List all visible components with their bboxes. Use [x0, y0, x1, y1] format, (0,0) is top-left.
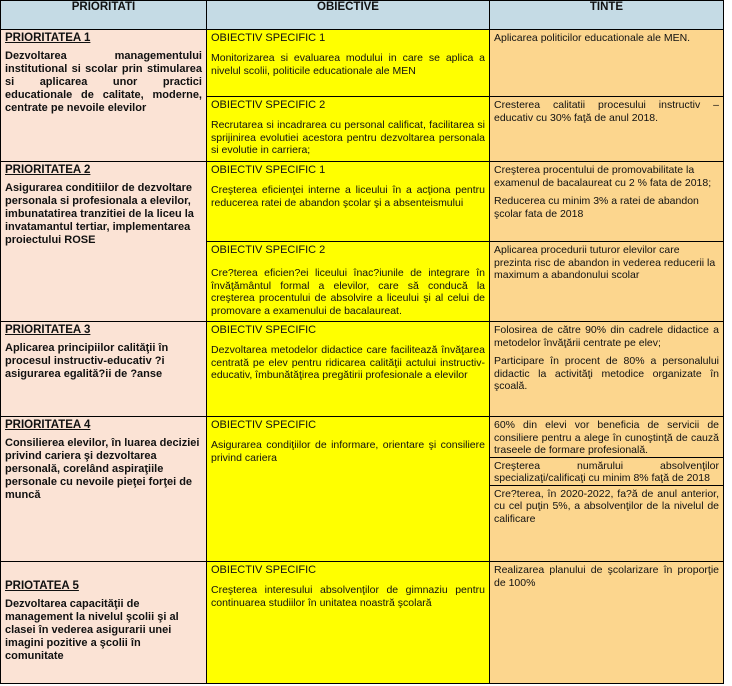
priority-3-row	[1, 322, 724, 417]
p3-targets	[490, 322, 724, 417]
p3-target-2-text: Participare în procent de 80% a personalului didactic la activităţi metodice organizate în şcoală.	[494, 355, 719, 392]
priority-1-description: Dezvoltarea managementului institutional si scolar prin stimularea si aplicarea unor practici educationale de calitate, moderne, centrate pe nevoile elevilor	[5, 50, 202, 114]
p4-target-1-text: 60% din elevi vor beneficia de servicii de consiliere pentru a alege în cunoştinţă de cauză traseele de formare profesională.	[494, 419, 719, 456]
priority-4-description: Consilierea elevilor, în luarea deciziei privind cariera şi dezvoltarea personală, corelând aspiraţiile personale cu nevoile pieţei forţei de muncă	[5, 437, 200, 501]
p1-target-1	[490, 30, 724, 97]
header-prioritati: PRIORITATI	[1, 1, 207, 30]
priority-3-description: Aplicarea principiilor calităţii în procesul instructiv-educativ ?i asigurarea egalită?ii de ?anse	[5, 342, 169, 380]
p4-objective-title: OBIECTIV SPECIFIC	[211, 419, 317, 431]
p3-objective	[207, 322, 490, 417]
p4-objective	[207, 417, 490, 562]
p1-objective-2	[207, 97, 490, 162]
p2-objective-2-title: OBIECTIV SPECIFIC 2	[211, 244, 326, 256]
p2-target-2-text: Aplicarea procedurii tuturor elevilor care prezinta risc de abandon in vederea reducerii la maximum a abandonului scolar	[494, 244, 716, 281]
p1-target-1-text: Aplicarea politicilor educationale ale MEN.	[494, 32, 691, 44]
priority-1-cell	[1, 30, 207, 162]
p2-objective-2	[207, 242, 490, 322]
priority-5-cell	[1, 562, 207, 684]
header-obiective: OBIECTIVE	[207, 1, 490, 30]
p2-objective-2-text: Cre?terea eficien?ei liceului înac?iunile de integrare în învăţământul formal a elevilor, care să conducă la creşterea procentului de absolvire a liceului şi al celui de promovare a examenului de bacalaureat.	[211, 267, 485, 317]
header-tinte: TINTE	[490, 1, 724, 30]
p4-targets	[490, 417, 724, 562]
priority-3-cell	[1, 322, 207, 417]
p2-objective-1-text: Creşterea eficienţei interne a liceului în a acţiona pentru reducerea ratei de abandon şcolar şi a absenteismului	[211, 184, 485, 209]
priority-4-title: PRIORITATEA 4	[5, 419, 91, 431]
priority-1-row-a	[1, 30, 724, 97]
p3-objective-text: Dezvoltarea metodelor didactice care facilitează învăţarea centrată pe elev pentru ridicarea calităţii actului instructiv-educativ, îmbunătăţirea pregătirii profesionale a elevilor	[211, 344, 485, 381]
priority-1-title: PRIORITATEA 1	[5, 32, 91, 44]
p1-target-2-text: Cresterea calitatii procesului instructiv – educativ cu 30% faţă de anul 2018.	[494, 99, 719, 124]
p3-objective-title: OBIECTIV SPECIFIC	[211, 324, 317, 336]
p2-objective-1	[207, 162, 490, 242]
p5-objective-title: OBIECTIV SPECIFIC	[211, 564, 317, 576]
priority-5-row	[1, 562, 724, 684]
p2-objective-1-title: OBIECTIV SPECIFIC 1	[211, 164, 326, 176]
priority-3-title: PRIORITATEA 3	[5, 324, 91, 336]
p1-objective-2-text: Recrutarea si incadrarea cu personal calificat, facilitarea si sprijinirea evolutiei acestora pentru dezvoltarea personala si evolutie in carriera;	[211, 119, 485, 156]
priority-5-description: Dezvoltarea capacităţii de management la nivelul şcolii şi al clasei în vederea asigurarii unei imagini pozitive a şcolii în comunitate	[5, 598, 179, 662]
p5-target-1-text: Realizarea planului de şcolarizare în proporţie de 100%	[494, 564, 719, 589]
p2-target-2	[490, 242, 724, 322]
p1-objective-2-title: OBIECTIV SPECIFIC 2	[211, 99, 326, 111]
priority-2-cell	[1, 162, 207, 322]
p5-objective-text: Creşterea interesului absolvenţilor de gimnaziu pentru continuarea studiilor în unitatea noastră şcolară	[211, 584, 485, 609]
priority-2-row-a	[1, 162, 724, 242]
p4-objective-text: Asigurarea condiţiilor de informare, orientare şi consiliere privind cariera	[211, 439, 485, 464]
priority-2-description: Asigurarea conditiilor de dezvoltare personala si profesionala a elevilor, imbunatatirea tranzitiei de la liceu la invatamantul tertiar, implementarea proiectului ROSE	[5, 182, 194, 246]
p4-target-3-text: Cre?terea, în 2020-2022, fa?ă de anul anterior, cu cel puţin 5%, a absolvenţilor de la nivelul de calificare	[494, 487, 719, 525]
p3-target-1-text: Folosirea de către 90% din cadrele didactice a metodelor învăţării centrate pe elev;	[494, 324, 719, 349]
priority-2-title: PRIORITATEA 2	[5, 164, 91, 176]
p1-objective-1-text: Monitorizarea si evaluarea modului in care se aplica a nivelul scolii, politicile educationale ale MEN	[211, 52, 485, 77]
p1-objective-1	[207, 30, 490, 97]
p2-target-1b-text: Reducerea cu minim 3% a ratei de abandon şcolar fata de 2018	[494, 195, 699, 220]
p1-objective-1-title: OBIECTIV SPECIFIC 1	[211, 32, 326, 44]
priority-5-title: PRIOTATEA 5	[5, 580, 79, 592]
p1-target-2	[490, 97, 724, 162]
p2-target-1	[490, 162, 724, 242]
header-row	[1, 1, 724, 30]
p5-targets	[490, 562, 724, 684]
p5-objective	[207, 562, 490, 684]
p4-target-2-text: Creşterea numărului absolvenţilor specializaţi/calificaţi cu minim 8% faţă de 2018	[494, 459, 719, 484]
priority-4-cell	[1, 417, 207, 562]
priority-4-row	[1, 417, 724, 562]
p2-target-1a-text: Creşterea procentului de promovabilitate la examenul de bacalaureat cu 2 % fata de 2018;	[494, 164, 712, 189]
